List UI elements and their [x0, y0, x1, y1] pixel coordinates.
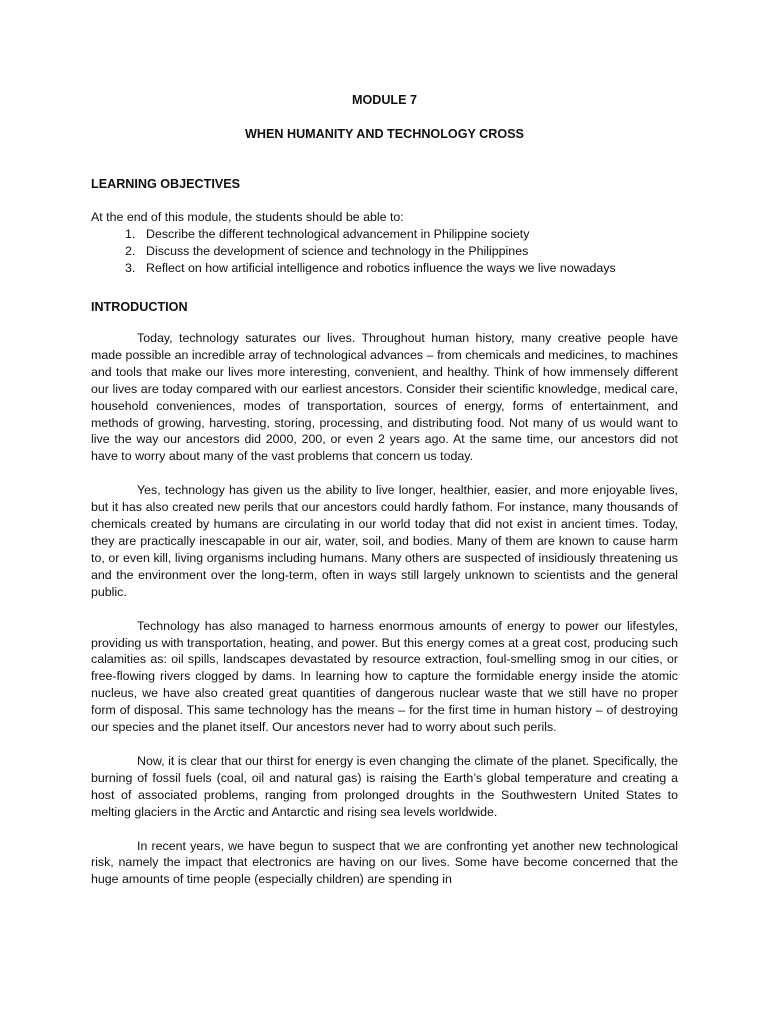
learning-objectives-heading: LEARNING OBJECTIVES — [91, 177, 241, 191]
objective-item — [91, 243, 678, 260]
module-label: MODULE 7 — [351, 93, 418, 107]
objective-text: Reflect on how artificial intelligence and robotics influence the ways we live nowadays — [146, 261, 616, 275]
objective-number: 1. — [125, 227, 136, 241]
intro-paragraph: Now, it is clear that our thirst for energy is even changing the climate of the planet. Specifically, the burning of fossil fuels (coal, oil and natural gas) is raising the Earth’s global temperature and creating a host of associated problems, ranging from prolonged droughts in the Southwestern United States to melting glaciers in the Arctic and Antarctic and rising sea levels worldwide. — [91, 753, 678, 819]
objectives-lead: At the end of this module, the students should be able to: — [91, 210, 404, 224]
module-title: WHEN HUMANITY AND TECHNOLOGY CROSS — [245, 127, 524, 141]
intro-paragraph: Technology has also managed to harness enormous amounts of energy to power our lifestyles, providing us with transportation, heating, and power. But this energy comes at a great cost, producing such calamities as: oil spills, landscapes devastated by resource extraction, foul-smelling smog in our cities, or free-flowing rivers clogged by dams. In learning how to capture the formidable energy inside the atomic nucleus, we have also created great quantities of dangerous nuclear waste that we still have no proper form of disposal. This same technology has the means – for the first time in human history – of destroying our species and the planet itself. Our ancestors never had to worry about such perils. — [91, 618, 678, 735]
objective-text: Describe the different technological advancement in Philippine society — [146, 227, 530, 241]
objective-number: 2. — [125, 244, 136, 258]
intro-paragraph: Yes, technology has given us the ability to live longer, healthier, easier, and more enjoyable lives, but it has also created new perils that our ancestors could hardly fathom. For instance, many thousands of chemicals created by humans are circulating in our world today that did not exist in ancient times. Today, they are practically inescapable in our air, water, soil, and bodies. Many of them are known to cause harm to, or even kill, living organisms including humans. Many others are suspected of insidiously threatening us and the environment over the long-term, often in ways still largely unknown to scientists and the general public. — [91, 483, 678, 599]
document-page — [91, 92, 678, 888]
objective-number: 3. — [125, 261, 136, 275]
objective-text: Discuss the development of science and technology in the Philippines — [146, 244, 529, 258]
introduction-heading: INTRODUCTION — [91, 300, 188, 314]
objective-item — [91, 260, 678, 277]
objective-item — [91, 226, 678, 243]
intro-paragraph: In recent years, we have begun to suspect that we are confronting yet another new technological risk, namely the impact that electronics are having on our lives. Some have become concerned that the huge amounts of time people (especially children) are spending in — [91, 838, 678, 887]
intro-paragraph: Today, technology saturates our lives. Throughout human history, many creative people have made possible an incredible array of technological advances – from chemicals and medicines, to machines and tools that make our lives more interesting, convenient, and healthy. Think of how immensely different our lives are today compared with our earliest ancestors. Consider their scientific knowledge, medical care, household conveniences, modes of transportation, sources of energy, forms of entertainment, and methods of growing, harvesting, storing, processing, and distributing food. Not many of us would want to live the way our ancestors did 2000, 200, or even 2 years ago. At the same time, our ancestors did not have to worry about many of the vast problems that concern us today. — [91, 331, 678, 464]
objectives-list — [91, 226, 678, 277]
